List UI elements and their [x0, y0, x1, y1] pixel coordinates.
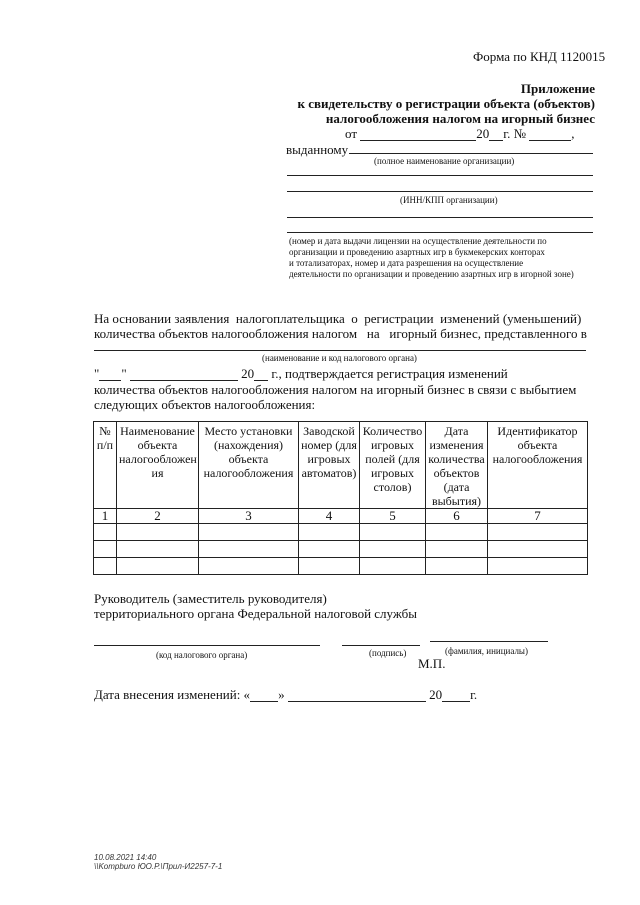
tax-code-field[interactable]: [94, 645, 320, 646]
table-cell[interactable]: [426, 558, 488, 575]
body-line-2: количества объектов налогообложения налогом на игорный бизнес, представленного в: [94, 326, 587, 341]
date-year-field[interactable]: [254, 380, 268, 381]
col-header-object-name: Наименование объекта налогообложен ия: [117, 422, 199, 509]
tax-org-caption: (наименование и код налогового органа): [262, 353, 417, 363]
date-year-prefix: 20: [241, 366, 255, 381]
change-year-field[interactable]: [442, 701, 470, 702]
table-row: [94, 541, 588, 558]
header-subtitle-1: к свидетельству о регистрации объекта (объектов): [297, 96, 595, 111]
table-header-row: [94, 422, 588, 509]
table-row: [94, 524, 588, 541]
table-cell[interactable]: [488, 558, 588, 575]
quote-open: ": [94, 366, 100, 381]
table-cell[interactable]: [94, 524, 117, 541]
change-day-field[interactable]: [250, 701, 278, 702]
full-name-caption: (фамилия, инициалы): [445, 646, 528, 656]
date-field[interactable]: [360, 140, 476, 141]
footer-timestamp: 10.08.2021 14:40: [94, 853, 157, 862]
body-line-3: количества объектов налогообложения налогом на игорный бизнес в связи с выбытием: [94, 382, 577, 397]
table-cell[interactable]: [426, 541, 488, 558]
table-cell[interactable]: [94, 541, 117, 558]
comma: ,: [571, 126, 575, 141]
table-cell[interactable]: [488, 541, 588, 558]
quote-close: ": [121, 366, 127, 381]
license-caption-3: и тотализаторах, номер и дата разрешения на осуществление: [289, 258, 524, 268]
org-name-field[interactable]: [349, 153, 593, 154]
change-year-prefix: 20: [429, 687, 443, 702]
col-number-7: 7: [488, 509, 588, 524]
license-field-2[interactable]: [287, 232, 593, 233]
table-cell[interactable]: [199, 558, 299, 575]
table-cell[interactable]: [426, 524, 488, 541]
header-title: Приложение: [520, 81, 595, 96]
org-name-field-2[interactable]: [287, 175, 593, 176]
table-cell[interactable]: [94, 558, 117, 575]
signatory-line-1: Руководитель (заместитель руководителя): [94, 591, 327, 606]
table-cell[interactable]: [199, 524, 299, 541]
stamp-label: М.П.: [418, 656, 446, 671]
col-number-2: 2: [117, 509, 199, 524]
col-header-location: Место установки (нахождения) объекта налогообложения: [199, 422, 299, 509]
month-field[interactable]: [130, 380, 238, 381]
certificate-number-field[interactable]: [529, 140, 571, 141]
signature-field[interactable]: [342, 645, 420, 646]
col-header-identifier: Идентификатор объекта налогообложения: [488, 422, 588, 509]
day-field[interactable]: [99, 380, 121, 381]
from-prefix: от: [345, 126, 358, 141]
body-line-1: На основании заявления налогоплательщика о регистрации изменений (уменьшений): [94, 311, 582, 326]
license-field-1[interactable]: [287, 217, 593, 218]
col-number-5: 5: [360, 509, 426, 524]
license-caption-4: деятельности по организации и проведению азартных игр в игорной зоне): [289, 269, 574, 279]
header-subtitle-2: налогообложения налогом на игорный бизнес: [325, 111, 595, 126]
year-prefix: 20: [476, 126, 490, 141]
registration-date-line: [94, 366, 508, 381]
table-cell[interactable]: [299, 558, 360, 575]
change-year-suffix: г.: [470, 687, 478, 702]
col-number-1: 1: [94, 509, 117, 524]
col-number-4: 4: [299, 509, 360, 524]
footer-file-path: \\Kompburo ЮО.Р.\Прил-И2257-7-1: [94, 862, 223, 871]
table-row: [94, 558, 588, 575]
table-cell[interactable]: [117, 558, 199, 575]
table-cell[interactable]: [360, 558, 426, 575]
col-header-change-date: Дата изменения количества объектов (дата выбытия): [426, 422, 488, 509]
signatory-line-2: территориального органа Федеральной налоговой службы: [94, 606, 418, 621]
col-header-number: № п/п: [94, 422, 117, 509]
table-cell[interactable]: [199, 541, 299, 558]
signature-caption: (подпись): [369, 648, 407, 658]
full-name-field[interactable]: [430, 641, 548, 642]
tax-code-caption: (код налогового органа): [156, 650, 248, 660]
org-name-caption: (полное наименование организации): [374, 156, 515, 166]
objects-table: [93, 421, 588, 575]
table-cell[interactable]: [299, 524, 360, 541]
table-cell[interactable]: [117, 541, 199, 558]
from-line: [345, 126, 575, 141]
change-month-field[interactable]: [288, 701, 426, 702]
license-caption-2: организации и проведению азартных игр в букмекерских конторах: [289, 247, 545, 257]
table-cell[interactable]: [117, 524, 199, 541]
table-cell[interactable]: [360, 524, 426, 541]
table-row-numbers: [94, 509, 588, 524]
change-date-label: Дата внесения изменений: «: [94, 687, 251, 702]
tax-org-field[interactable]: [94, 350, 586, 351]
registration-confirmed-text: г., подтверждается регистрация изменений: [271, 366, 508, 381]
issued-to-label: выданному: [286, 142, 349, 157]
table-cell[interactable]: [488, 524, 588, 541]
change-date-close-quote: »: [278, 687, 285, 702]
license-caption-1: (номер и дата выдачи лицензии на осуществление деятельности по: [289, 236, 547, 246]
table-cell[interactable]: [360, 541, 426, 558]
body-line-4: следующих объектов налогообложения:: [94, 397, 316, 412]
table-cell[interactable]: [299, 541, 360, 558]
inn-kpp-field[interactable]: [287, 191, 593, 192]
change-date-line: [94, 687, 477, 702]
col-header-serial: Заводской номер (для игровых автоматов): [299, 422, 360, 509]
number-prefix: г. №: [503, 126, 527, 141]
form-code: Форма по КНД 1120015: [473, 49, 606, 64]
col-header-fields-count: Количество игровых полей (для игровых столов): [360, 422, 426, 509]
year-field[interactable]: [489, 140, 503, 141]
col-number-6: 6: [426, 509, 488, 524]
inn-kpp-caption: (ИНН/КПП организации): [400, 195, 498, 205]
col-number-3: 3: [199, 509, 299, 524]
